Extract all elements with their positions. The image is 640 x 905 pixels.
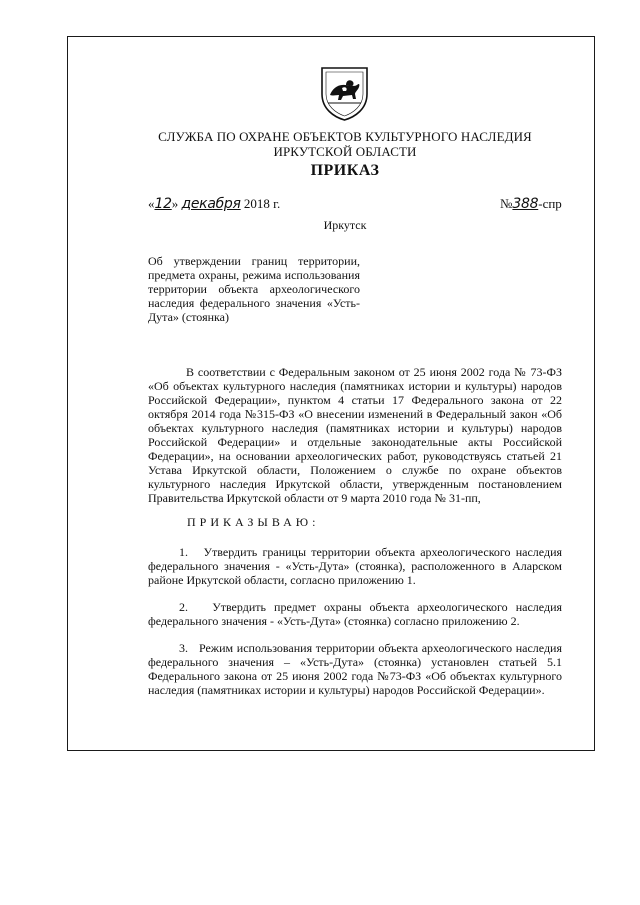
date-day: 12 [154, 196, 172, 212]
item-number: 2. [179, 600, 188, 614]
preamble-text: В соответствии с Федеральным законом от 25 июня 2002 года № 73-ФЗ «Об объектах культурного наследия (памятниках истории и культуры) народов Российской Федерации», пунктом 4 статьи 17 Федерального закона от 22 октября 2014 года №315-ФЗ «О внесении изменений в Федеральный закон «Об объектах культурного наследия (памятниках истории и культуры) народов Российской Федерации» и отдельные законодательные акты Российской Федерации», на основании археологических работ, руководствуясь статьей 21 Устава Иркутской области, Положением о службе по охране объектов культурного наследия Иркутской области, утвержденным постановлением Правительства Иркутской области от 9 марта 2010 года № 31-пп, [148, 365, 562, 505]
order-number [500, 196, 562, 212]
order-subject: Об утверждении границ территории, предмета охраны, режима использования территории объекта археологического наследия федерального значения «Усть-Дута» (стоянка) [148, 254, 360, 324]
date-year: 2018 г. [243, 196, 281, 211]
preamble-paragraph [148, 365, 562, 505]
item-text: Режим использования территории объекта археологического наследия федерального значения – «Усть-Дута» (стоянка) установлен статьей 5.1 Федерального закона от 25 июня 2002 года №73-ФЗ «Об объектах культурного наследия (памятниках истории и культуры) народов Российской Федерации». [148, 641, 563, 697]
order-item-3 [148, 641, 562, 697]
city: Иркутск [323, 218, 367, 232]
document-title: ПРИКАЗ [310, 162, 380, 179]
item-number: 3. [179, 641, 188, 655]
order-item-2 [148, 600, 562, 628]
number-prefix: № [500, 196, 513, 211]
order-word: ПРИКАЗЫВАЮ: [187, 515, 320, 529]
item-text: Утвердить предмет охраны объекта археологического наследия федерального значения - «Усть-Дута» (стоянка) согласно приложению 2. [148, 600, 563, 628]
item-number: 1. [179, 545, 188, 559]
number-suffix: -спр [538, 196, 562, 211]
agency-name [150, 129, 540, 159]
date-open-quote: « [148, 196, 155, 211]
item-text: Утвердить границы территории объекта археологического наследия федерального значения - «Усть-Дута» (стоянка), расположенного в Аларском районе Иркутской области, согласно приложению 1. [148, 545, 563, 587]
order-item-1 [148, 545, 562, 587]
coat-of-arms-icon [319, 64, 370, 122]
number-value: 388 [512, 196, 539, 212]
agency-line-1: СЛУЖБА ПО ОХРАНЕ ОБЪЕКТОВ КУЛЬТУРНОГО НАСЛЕДИЯ [158, 129, 532, 144]
date-month: декабря [181, 196, 241, 212]
date-close-quote: » [171, 196, 179, 211]
order-date [148, 196, 280, 212]
agency-line-2: ИРКУТСКОЙ ОБЛАСТИ [273, 144, 417, 159]
